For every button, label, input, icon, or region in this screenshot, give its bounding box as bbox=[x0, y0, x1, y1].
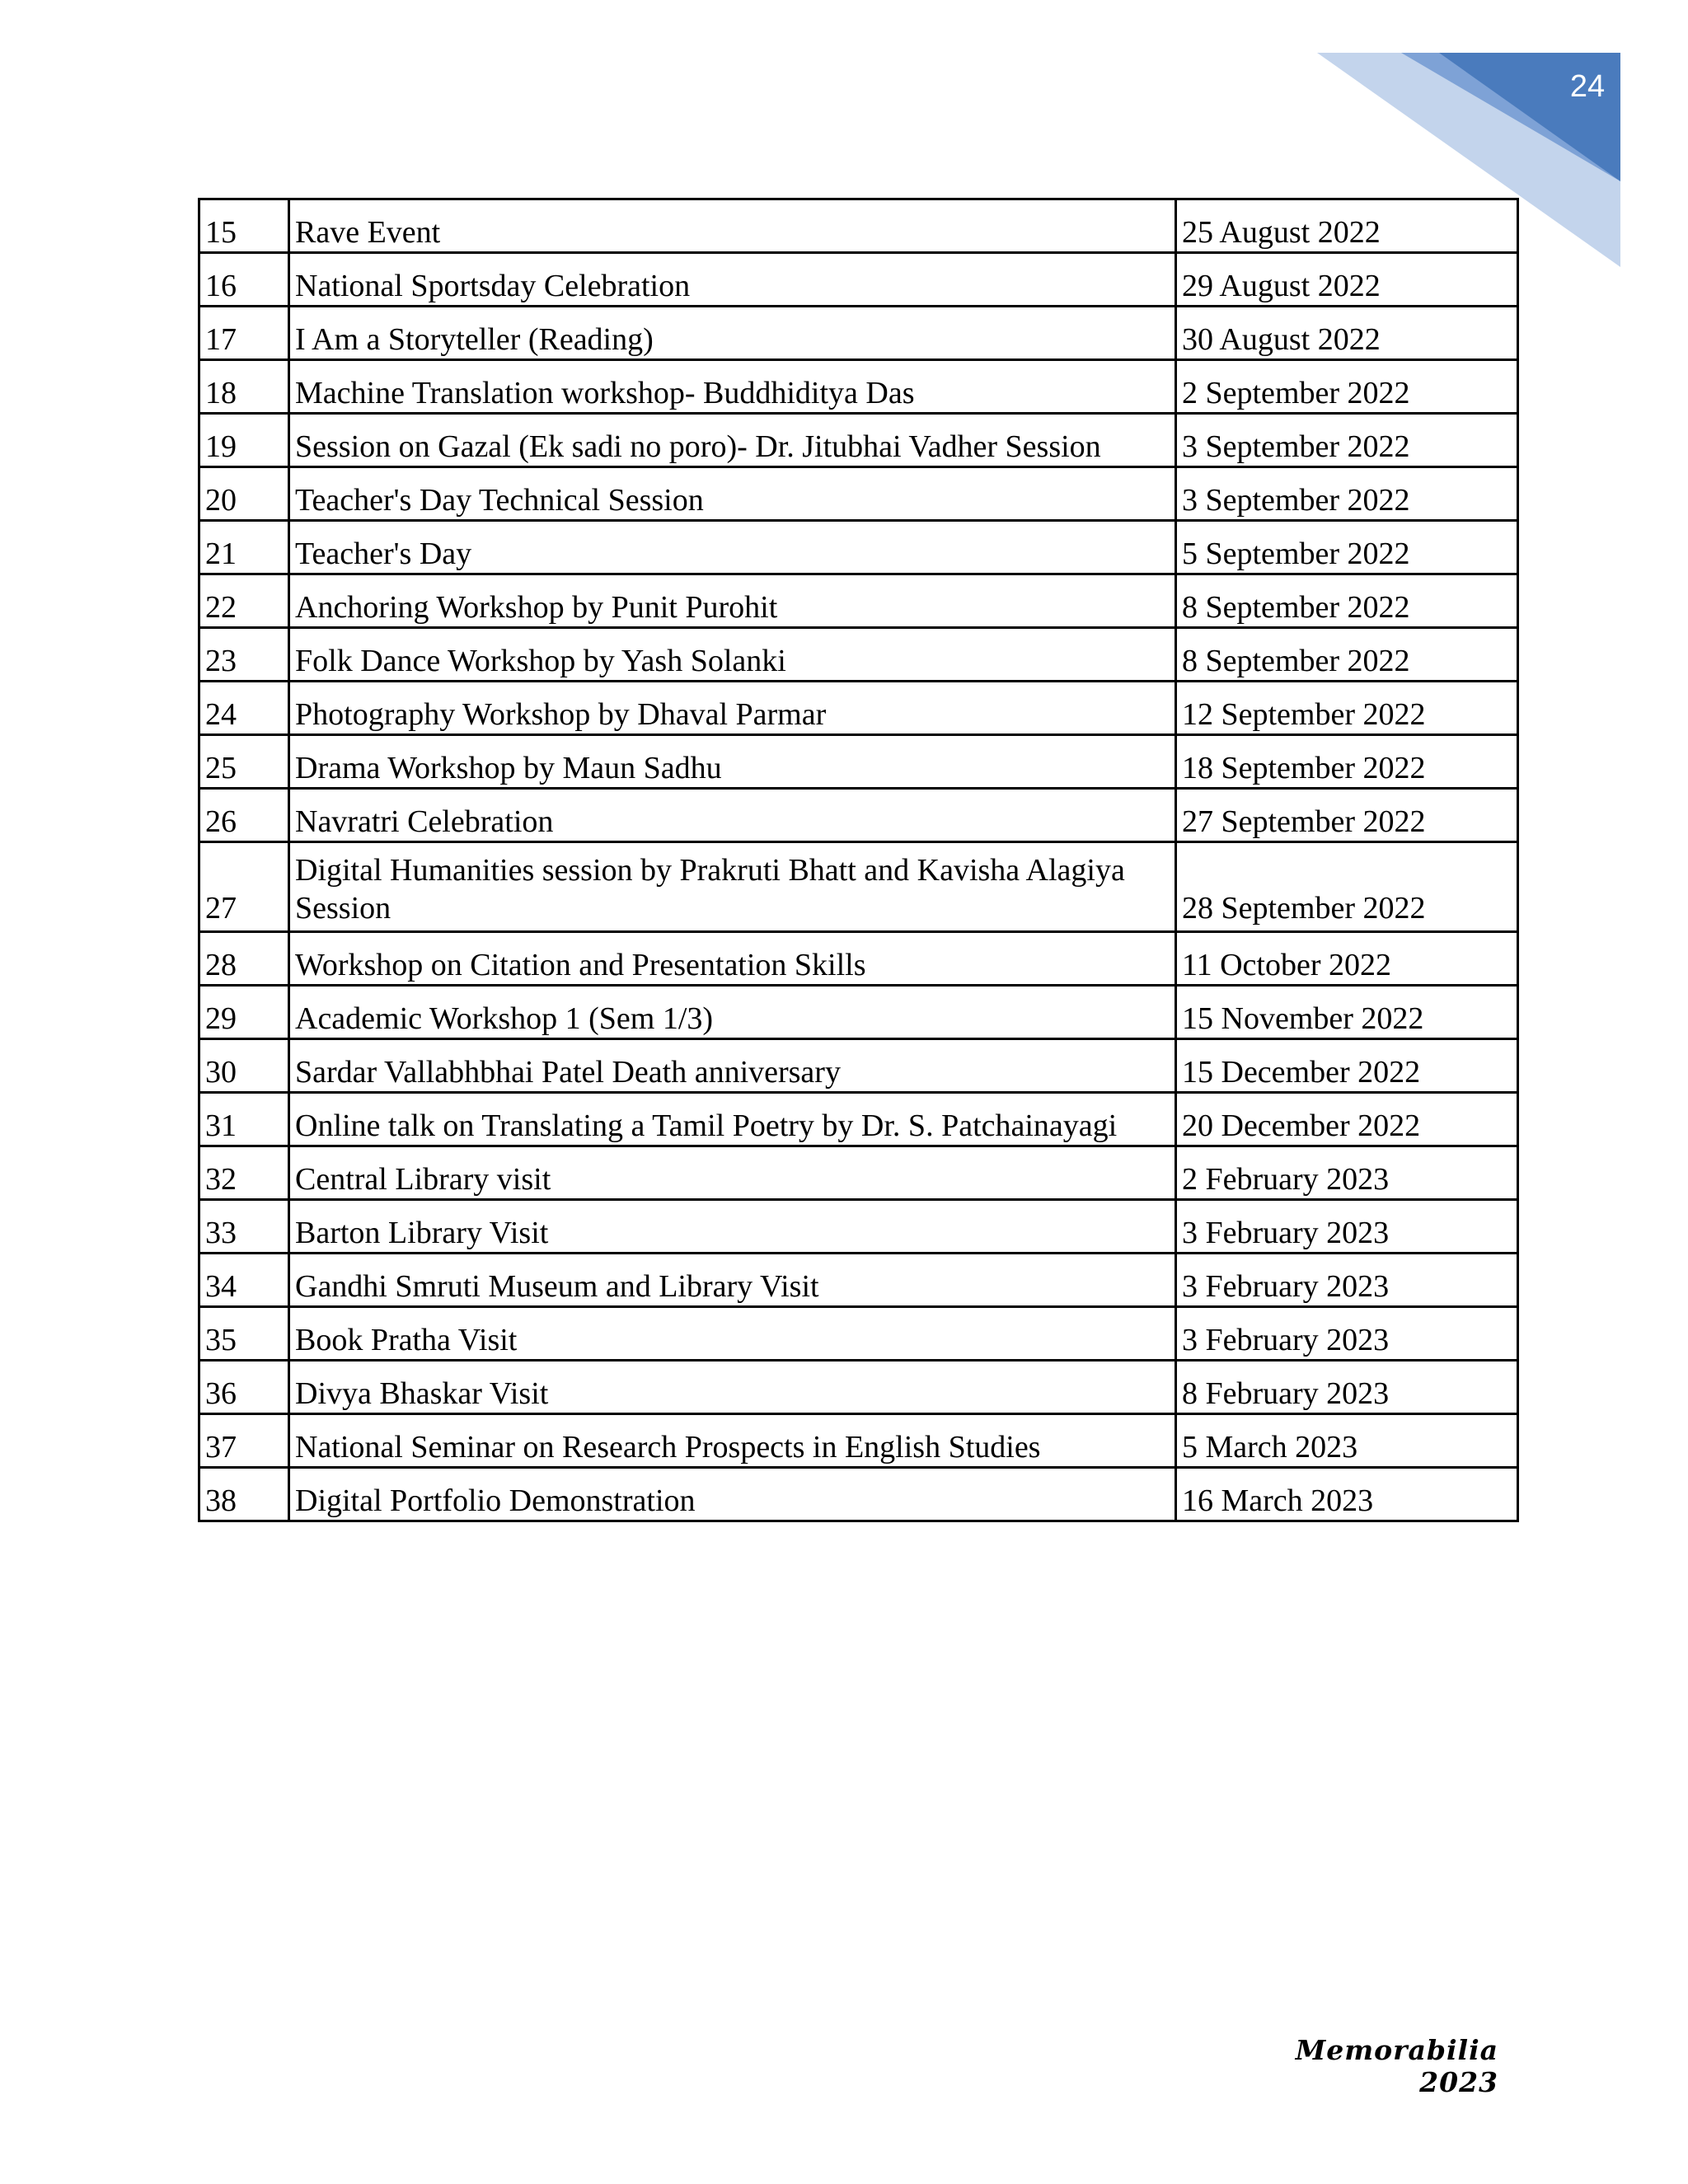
table-row bbox=[199, 932, 1518, 986]
event-number-cell: 17 bbox=[199, 307, 289, 360]
event-number-cell: 16 bbox=[199, 253, 289, 307]
event-name-cell: Anchoring Workshop by Punit Purohit bbox=[289, 574, 1176, 628]
event-number-cell: 23 bbox=[199, 628, 289, 682]
event-name-cell: Machine Translation workshop- Buddhiditya Das bbox=[289, 360, 1176, 414]
event-number-cell: 33 bbox=[199, 1200, 289, 1254]
event-date-cell: 3 September 2022 bbox=[1176, 467, 1518, 521]
table-row bbox=[199, 682, 1518, 735]
event-number-cell: 32 bbox=[199, 1146, 289, 1200]
event-name-cell: Navratri Celebration bbox=[289, 789, 1176, 842]
event-number-cell: 21 bbox=[199, 521, 289, 574]
table-row bbox=[199, 1414, 1518, 1468]
event-name-cell: Teacher's Day Technical Session bbox=[289, 467, 1176, 521]
table-row bbox=[199, 253, 1518, 307]
table-row bbox=[199, 360, 1518, 414]
table-row bbox=[199, 1200, 1518, 1254]
event-name-cell: Barton Library Visit bbox=[289, 1200, 1176, 1254]
table-row bbox=[199, 521, 1518, 574]
event-number-cell: 15 bbox=[199, 199, 289, 253]
table-row bbox=[199, 1146, 1518, 1200]
event-number-cell: 36 bbox=[199, 1361, 289, 1414]
table-row bbox=[199, 1039, 1518, 1093]
event-number-cell: 31 bbox=[199, 1093, 289, 1146]
event-name-cell: Book Pratha Visit bbox=[289, 1307, 1176, 1361]
table-row bbox=[199, 467, 1518, 521]
event-name-cell: Academic Workshop 1 (Sem 1/3) bbox=[289, 986, 1176, 1039]
event-name-cell: Teacher's Day bbox=[289, 521, 1176, 574]
table-row bbox=[199, 1361, 1518, 1414]
event-date-cell: 20 December 2022 bbox=[1176, 1093, 1518, 1146]
table-row bbox=[199, 986, 1518, 1039]
event-name-cell: Online talk on Translating a Tamil Poetry by Dr. S. Patchainayagi bbox=[289, 1093, 1176, 1146]
event-name-cell: I Am a Storyteller (Reading) bbox=[289, 307, 1176, 360]
event-name-cell: Divya Bhaskar Visit bbox=[289, 1361, 1176, 1414]
event-date-cell: 30 August 2022 bbox=[1176, 307, 1518, 360]
event-number-cell: 38 bbox=[199, 1468, 289, 1521]
table-row bbox=[199, 414, 1518, 467]
event-date-cell: 25 August 2022 bbox=[1176, 199, 1518, 253]
event-number-cell: 27 bbox=[199, 842, 289, 932]
event-name-cell: Digital Portfolio Demonstration bbox=[289, 1468, 1176, 1521]
event-name-cell: Folk Dance Workshop by Yash Solanki bbox=[289, 628, 1176, 682]
table-row bbox=[199, 199, 1518, 253]
page-number: 24 bbox=[1569, 69, 1606, 104]
event-date-cell: 3 February 2023 bbox=[1176, 1307, 1518, 1361]
event-date-cell: 8 September 2022 bbox=[1176, 574, 1518, 628]
event-number-cell: 35 bbox=[199, 1307, 289, 1361]
event-number-cell: 29 bbox=[199, 986, 289, 1039]
table-row bbox=[199, 1307, 1518, 1361]
event-date-cell: 5 September 2022 bbox=[1176, 521, 1518, 574]
event-name-cell: Central Library visit bbox=[289, 1146, 1176, 1200]
event-name-cell: Workshop on Citation and Presentation Skills bbox=[289, 932, 1176, 986]
event-date-cell: 8 September 2022 bbox=[1176, 628, 1518, 682]
events-table bbox=[198, 198, 1519, 1522]
event-name-cell: Photography Workshop by Dhaval Parmar bbox=[289, 682, 1176, 735]
event-date-cell: 18 September 2022 bbox=[1176, 735, 1518, 789]
event-number-cell: 25 bbox=[199, 735, 289, 789]
event-date-cell: 29 August 2022 bbox=[1176, 253, 1518, 307]
event-number-cell: 19 bbox=[199, 414, 289, 467]
event-date-cell: 2 February 2023 bbox=[1176, 1146, 1518, 1200]
event-date-cell: 3 September 2022 bbox=[1176, 414, 1518, 467]
table-row bbox=[199, 842, 1518, 932]
event-date-cell: 15 December 2022 bbox=[1176, 1039, 1518, 1093]
event-name-cell: National Seminar on Research Prospects in English Studies bbox=[289, 1414, 1176, 1468]
event-number-cell: 18 bbox=[199, 360, 289, 414]
events-table-body bbox=[199, 199, 1518, 1521]
table-row bbox=[199, 1254, 1518, 1307]
event-date-cell: 12 September 2022 bbox=[1176, 682, 1518, 735]
event-date-cell: 28 September 2022 bbox=[1176, 842, 1518, 932]
event-name-cell: Rave Event bbox=[289, 199, 1176, 253]
event-date-cell: 5 March 2023 bbox=[1176, 1414, 1518, 1468]
event-number-cell: 26 bbox=[199, 789, 289, 842]
footer-brand: Memorabilia 2023 bbox=[1295, 2034, 1498, 2098]
event-number-cell: 34 bbox=[199, 1254, 289, 1307]
event-name-cell: Gandhi Smruti Museum and Library Visit bbox=[289, 1254, 1176, 1307]
event-number-cell: 37 bbox=[199, 1414, 289, 1468]
event-name-cell: National Sportsday Celebration bbox=[289, 253, 1176, 307]
event-number-cell: 20 bbox=[199, 467, 289, 521]
event-number-cell: 22 bbox=[199, 574, 289, 628]
event-date-cell: 11 October 2022 bbox=[1176, 932, 1518, 986]
event-number-cell: 24 bbox=[199, 682, 289, 735]
table-row bbox=[199, 1093, 1518, 1146]
table-row bbox=[199, 735, 1518, 789]
event-name-cell: Sardar Vallabhbhai Patel Death anniversary bbox=[289, 1039, 1176, 1093]
event-name-cell: Drama Workshop by Maun Sadhu bbox=[289, 735, 1176, 789]
event-number-cell: 30 bbox=[199, 1039, 289, 1093]
event-date-cell: 3 February 2023 bbox=[1176, 1200, 1518, 1254]
event-date-cell: 3 February 2023 bbox=[1176, 1254, 1518, 1307]
event-name-cell: Digital Humanities session by Prakruti Bhatt and Kavisha Alagiya Session bbox=[289, 842, 1176, 932]
table-row bbox=[199, 307, 1518, 360]
event-date-cell: 2 September 2022 bbox=[1176, 360, 1518, 414]
event-date-cell: 8 February 2023 bbox=[1176, 1361, 1518, 1414]
event-date-cell: 15 November 2022 bbox=[1176, 986, 1518, 1039]
event-date-cell: 16 March 2023 bbox=[1176, 1468, 1518, 1521]
table-row bbox=[199, 789, 1518, 842]
table-row bbox=[199, 574, 1518, 628]
event-name-cell: Session on Gazal (Ek sadi no poro)- Dr. Jitubhai Vadher Session bbox=[289, 414, 1176, 467]
table-row bbox=[199, 1468, 1518, 1521]
event-number-cell: 28 bbox=[199, 932, 289, 986]
event-date-cell: 27 September 2022 bbox=[1176, 789, 1518, 842]
table-row bbox=[199, 628, 1518, 682]
